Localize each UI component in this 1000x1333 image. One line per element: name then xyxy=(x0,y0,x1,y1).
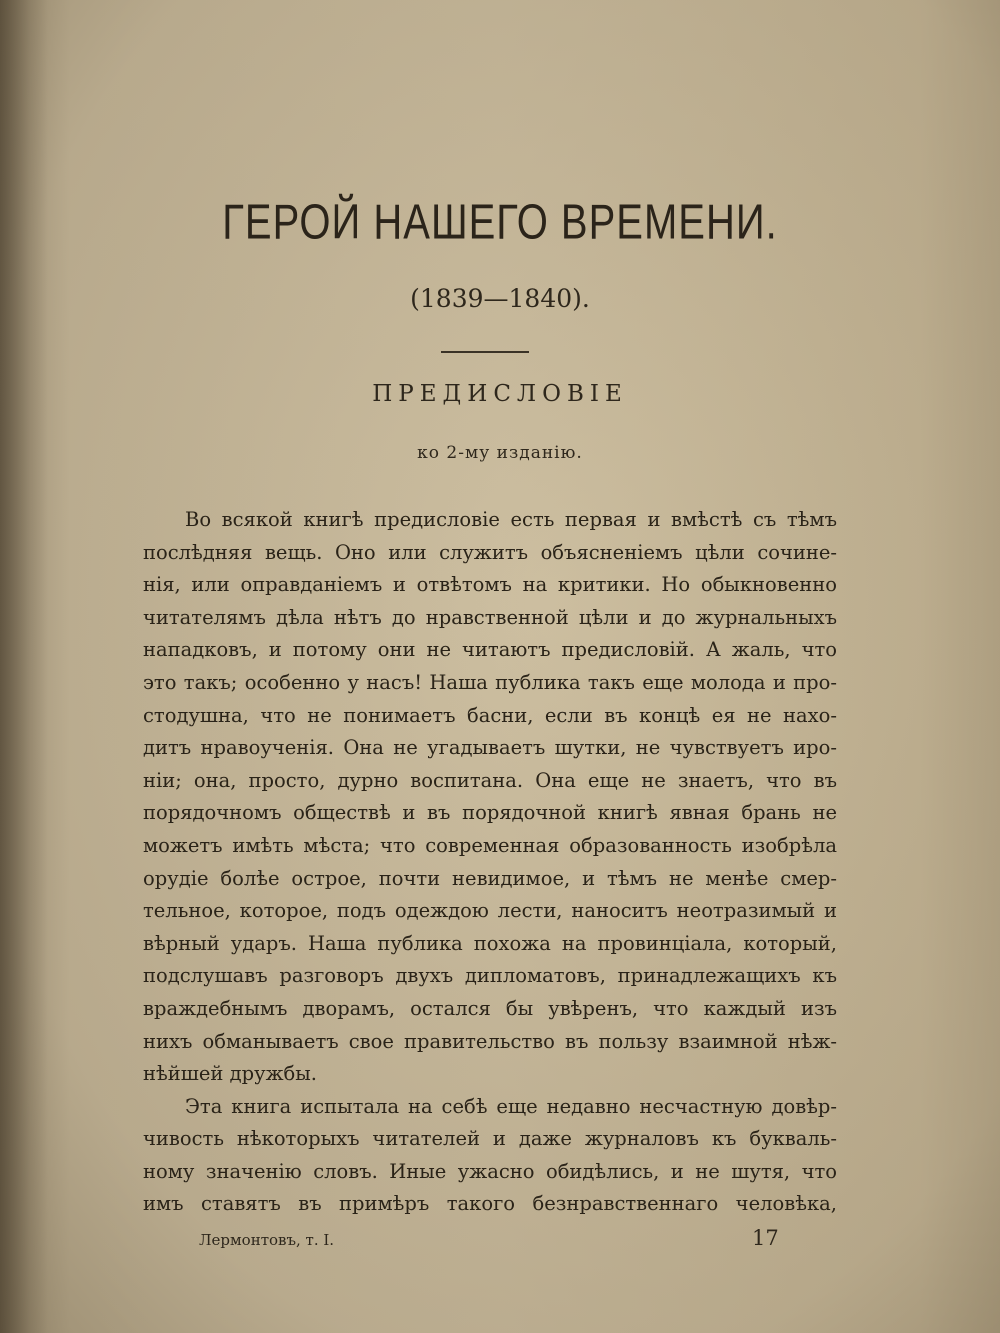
text-line: орудіе болѣе острое, почти невидимое, и тѣмъ не менѣе смер- xyxy=(143,866,837,890)
page-title: ГЕРОЙ НАШЕГО ВРЕМЕНИ. xyxy=(222,196,778,250)
text-line: враждебнымъ дворамъ, остался бы увѣренъ, что каждый изъ xyxy=(143,996,837,1020)
text-line: ному значенію словъ. Иные ужасно обидѣлись, и не шутя, что xyxy=(143,1159,837,1183)
text-line: подслушавъ разговоръ двухъ дипломатовъ, принадлежащихъ къ xyxy=(143,964,837,988)
text-line: чивость нѣкоторыхъ читателей и даже журналовъ къ букваль- xyxy=(143,1127,837,1151)
page-number: 17 xyxy=(752,1226,779,1250)
text-line: нѣйшей дружбы. xyxy=(143,1062,317,1086)
text-line: стодушна, что не понимаетъ басни, если въ концѣ ея не нахо- xyxy=(143,703,837,727)
text-line: послѣдняя вещь. Оно или служитъ объясненіемъ цѣли сочине- xyxy=(143,540,837,564)
text-line: Эта книга испытала на себѣ еще недавно несчастную довѣр- xyxy=(185,1094,837,1118)
text-line: ніи; она, просто, дурно воспитана. Она еще не знаетъ, что въ xyxy=(143,768,837,792)
title-divider xyxy=(441,351,529,353)
text-line: порядочномъ обществѣ и въ порядочной книгѣ явная брань не xyxy=(143,801,837,825)
footer-signature: Лермонтовъ, т. I. xyxy=(199,1231,335,1249)
text-line: это такъ; особенно у насъ! Наша публика такъ еще молода и про- xyxy=(143,670,837,694)
text-line: нападковъ, и потому они не читаютъ предисловій. А жаль, что xyxy=(143,638,837,662)
text-line: Во всякой книгѣ предисловіе есть первая и вмѣстѣ съ тѣмъ xyxy=(185,508,837,531)
body-text xyxy=(143,504,837,1221)
paragraph-1 xyxy=(143,504,837,1091)
text-line: читателямъ дѣла нѣтъ до нравственной цѣли и до журнальныхъ xyxy=(143,605,837,629)
section-heading: ПРЕДИСЛОВІЕ xyxy=(372,381,628,407)
text-line: нія, или оправданіемъ и отвѣтомъ на критики. Но обыкновенно xyxy=(143,573,837,597)
text-line: нихъ обманываетъ свое правительство въ пользу взаимной нѣж- xyxy=(143,1029,837,1053)
section-subheading: ко 2-му изданію. xyxy=(417,443,583,463)
text-line: имъ ставятъ въ примѣръ такого безнравственнаго человѣка, xyxy=(143,1192,837,1216)
text-line: дитъ нравоученія. Она не угадываетъ шутки, не чувствуетъ иро- xyxy=(143,736,837,760)
text-line: тельное, которое, подъ одеждою лести, наноситъ неотразимый и xyxy=(143,899,837,923)
text-line: вѣрный ударъ. Наша публика похожа на провинціала, который, xyxy=(143,931,837,955)
years-subtitle: (1839—1840). xyxy=(410,284,590,313)
text-line: можетъ имѣть мѣста; что современная образованность изобрѣла xyxy=(143,833,837,857)
paragraph-2 xyxy=(143,1091,837,1221)
